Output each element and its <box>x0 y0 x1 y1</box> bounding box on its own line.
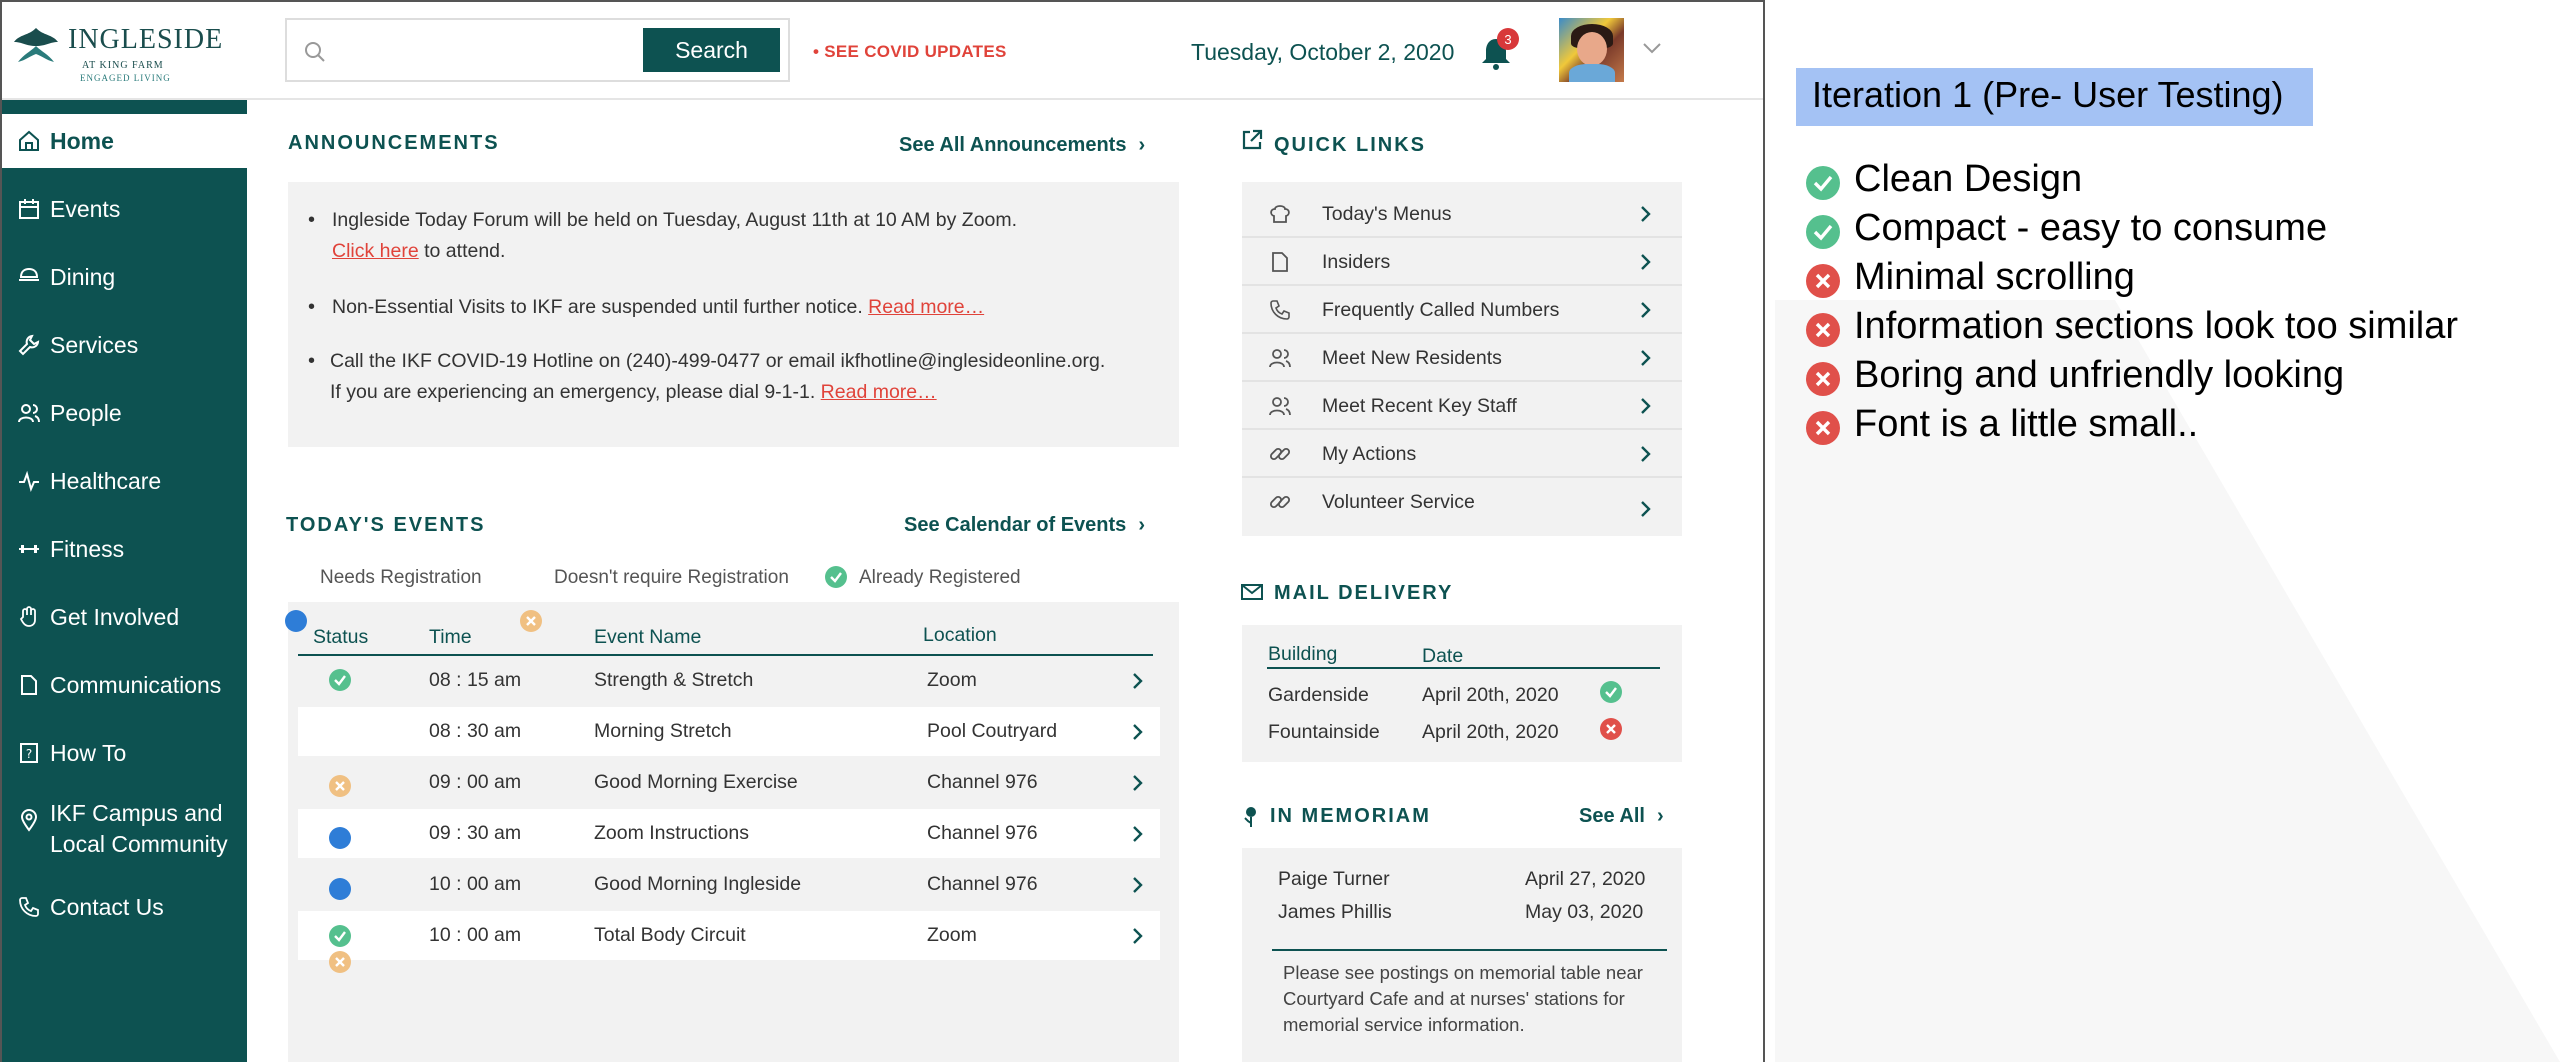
event-time: 08 : 15 am <box>429 669 522 691</box>
document-icon <box>17 673 41 697</box>
quick-link-meet-key-staff[interactable] <box>1242 382 1682 430</box>
iteration-title: Iteration 1 (Pre- User Testing) <box>1796 68 2313 126</box>
search-icon <box>303 40 327 64</box>
sidebar-item-label: Dining <box>50 263 116 290</box>
announcement-text-rest: to attend. <box>418 240 506 262</box>
sidebar-item-label: Contact Us <box>50 893 164 920</box>
quick-link-meet-new-residents[interactable] <box>1242 334 1682 382</box>
logo-tagline: ENGAGED LIVING <box>80 73 171 83</box>
event-location: Channel 976 <box>927 771 1038 793</box>
event-name: Good Morning Ingleside <box>594 873 802 895</box>
quick-link-label: Meet New Residents <box>1322 347 1502 369</box>
sidebar <box>2 100 247 1062</box>
home-icon <box>17 129 41 153</box>
sidebar-item-get-involved[interactable] <box>2 590 247 644</box>
sidebar-item-label-line2: Local Community <box>50 831 228 857</box>
event-time: 10 : 00 am <box>429 873 522 895</box>
event-location: Zoom <box>927 669 977 691</box>
event-location: Pool Coutryard <box>927 720 1058 742</box>
chevron-right-icon[interactable] <box>1132 927 1144 945</box>
link-icon <box>1268 442 1292 466</box>
todays-events-title: TODAY'S EVENTS <box>286 514 486 536</box>
event-time: 09 : 30 am <box>429 822 522 844</box>
table-row[interactable] <box>298 707 1160 756</box>
no-registration-status-icon <box>329 951 351 973</box>
announcement-text: Call the IKF COVID-19 Hotline on (240)-499-0477 or email ikfhotline@inglesideonline.org. <box>330 350 1106 372</box>
no-registration-status-icon <box>329 775 351 797</box>
quick-link-volunteer-service[interactable] <box>1242 478 1682 526</box>
event-name: Strength & Stretch <box>594 669 754 691</box>
review-item <box>1806 403 2546 449</box>
ingleside-logo[interactable] <box>10 16 224 86</box>
sidebar-item-label-line1: IKF Campus and <box>50 800 223 826</box>
location-pin-icon <box>17 808 41 832</box>
link-icon <box>1268 490 1292 514</box>
notification-badge: 3 <box>1497 28 1519 50</box>
mail-header-rule <box>1267 667 1660 669</box>
app-window: INGLESIDE AT KING FARM ENGAGED LIVING Search • SEE COVID UPDATES Tuesday, October 2, 2020 3 Home Events Dining Services People Healthcare Fitness Get Involved Communications ? How To IKF Campus and Local Community Contact Us ANNOUNCEMENTS See All Announcements › • Ingleside Today Forum will be held on Tuesday, August 11th at 10 AM by Zoom. Click here to attend. • Non-Essential Visits to IKF are suspended until further notice. Read more… • Call the IKF COVID-19 Hotline on (240)-499-0477 or email ikfhotline@inglesideonline.org. If you are experiencing an emergency, please dial 9-1-1. Read more… TODAY'S EVENTS See Calendar of Events › Needs Registration Doesn't require Registration Already Registered Status Time Event Name Location 08 : 15 am Strength & Stretch Zoom 08 : 30 am Morning Stretch Pool Coutryard 09 : 00 am Good Morning Exercise Channel 976 09 : 30 am Zoom Instructions Channel 976 10 : 00 am Good Morning Ingleside Channel 976 10 : 00 am Total Body Circuit Zoom QUICK LINKS Today's Menus Insiders Frequently Called Numbers Meet New Residents Meet Recent Key Staff My Actions Volunteer Service MAIL DELIVERY Building Date Gardenside April 20th, 2020 Fountainside April 20th, 2020 IN MEMORIAM See All › Paige Turner April 27, 2020 James Phillis May 03, 2020 Please see postings on memorial table near Courtyard Cafe and at nurses' stations for memorial service information. <box>0 0 1765 1062</box>
table-row[interactable] <box>298 656 1160 705</box>
table-row[interactable] <box>298 911 1160 960</box>
quick-link-label: Frequently Called Numbers <box>1322 299 1560 321</box>
table-row[interactable] <box>298 758 1160 807</box>
people-icon <box>1268 394 1292 418</box>
sidebar-item-dining[interactable] <box>2 250 247 304</box>
review-item <box>1806 158 2546 204</box>
header-divider <box>2 98 1765 100</box>
review-item <box>1806 207 2546 253</box>
col-date: Date <box>1422 645 1464 667</box>
event-location: Channel 976 <box>927 822 1038 844</box>
announcement-text-line2: If you are experiencing an emergency, please dial 9-1-1. <box>330 381 821 403</box>
external-link-icon <box>1240 128 1264 152</box>
needs-registration-status-icon <box>329 827 351 849</box>
avatar[interactable] <box>1559 18 1624 82</box>
chevron-right-icon <box>1640 500 1652 518</box>
legend-already-registered: Already Registered <box>859 567 1021 588</box>
sidebar-item-label: Services <box>50 331 139 358</box>
memoriam-name: Paige Turner <box>1278 868 1390 890</box>
memoriam-name: James Phillis <box>1278 901 1392 923</box>
event-location: Channel 976 <box>927 873 1038 895</box>
sidebar-item-ikf-campus[interactable] <box>2 794 247 864</box>
sidebar-item-label: People <box>50 399 122 426</box>
search-bar <box>285 18 790 82</box>
sidebar-item-how-to[interactable] <box>2 726 247 780</box>
read-more-link[interactable]: Read more… <box>868 296 985 318</box>
chevron-down-icon[interactable] <box>1642 40 1662 56</box>
table-row[interactable] <box>298 809 1160 858</box>
logo-sub: AT KING FARM <box>82 60 164 71</box>
memoriam-date: April 27, 2020 <box>1525 868 1646 890</box>
needs-registration-status-icon <box>329 878 351 900</box>
legend-needs-registration: Needs Registration <box>320 567 482 588</box>
col-event-name: Event Name <box>594 626 702 648</box>
review-item <box>1806 354 2546 400</box>
help-icon <box>17 741 41 765</box>
calendar-icon <box>17 197 41 221</box>
svg-text:?: ? <box>25 747 33 761</box>
sidebar-item-label: Healthcare <box>50 467 162 494</box>
not-delivered-icon <box>1600 718 1622 740</box>
mail-date: April 20th, 2020 <box>1422 721 1559 743</box>
check-circle-icon <box>1806 166 1840 200</box>
click-here-link[interactable]: Click here <box>332 240 419 262</box>
sidebar-item-communications[interactable] <box>2 658 247 712</box>
registered-status-icon <box>329 925 351 947</box>
logo-brand: INGLESIDE <box>68 24 224 55</box>
memoriam-note: Please see postings on memorial table near Courtyard Cafe and at nurses' stations for memorial service information. <box>1283 962 1643 1035</box>
memoriam-date: May 03, 2020 <box>1525 901 1644 923</box>
chevron-right-icon[interactable] <box>1132 825 1144 843</box>
phone-icon <box>17 895 41 919</box>
event-name: Zoom Instructions <box>594 822 749 844</box>
event-time: 08 : 30 am <box>429 720 522 742</box>
mail-building: Gardenside <box>1268 684 1369 706</box>
phone-icon <box>1268 298 1292 322</box>
dumbbell-icon <box>17 537 41 561</box>
announcement-text: Non-Essential Visits to IKF are suspended until further notice. <box>332 296 869 318</box>
memoriam-rule <box>1272 949 1667 951</box>
x-circle-icon <box>1806 411 1840 445</box>
see-calendar-label: See Calendar of Events <box>904 514 1127 536</box>
review-item-text: Minimal scrolling <box>1854 256 2135 298</box>
mail-building: Fountainside <box>1268 721 1380 743</box>
chevron-right-icon: › <box>1138 134 1146 156</box>
col-time: Time <box>429 626 472 648</box>
wrench-icon <box>17 333 41 357</box>
chevron-right-icon[interactable] <box>1132 672 1144 690</box>
sidebar-item-label <box>50 798 228 860</box>
chevron-right-icon <box>1640 301 1652 319</box>
chevron-right-icon <box>1640 205 1652 223</box>
chef-hat-icon <box>1268 202 1292 226</box>
sidebar-item-services[interactable] <box>2 318 247 372</box>
event-time: 09 : 00 am <box>429 771 522 793</box>
dining-icon <box>17 265 41 289</box>
sidebar-item-contact-us[interactable] <box>2 880 247 934</box>
logo-mark-icon <box>10 24 62 68</box>
hand-icon <box>17 605 41 629</box>
x-circle-icon <box>1806 362 1840 396</box>
chevron-right-icon <box>1640 445 1652 463</box>
envelope-icon <box>1240 582 1264 602</box>
flower-icon <box>1242 805 1260 829</box>
check-circle-icon <box>1806 215 1840 249</box>
legend-no-registration: Doesn't require Registration <box>554 567 789 588</box>
chevron-right-icon <box>1640 349 1652 367</box>
search-button[interactable]: Search <box>643 28 780 72</box>
sidebar-item-label: How To <box>50 739 127 766</box>
review-item <box>1806 305 2546 351</box>
x-circle-icon <box>1806 313 1840 347</box>
quick-link-my-actions[interactable] <box>1242 430 1682 478</box>
quick-link-label: My Actions <box>1322 443 1417 465</box>
event-location: Zoom <box>927 924 977 946</box>
announcement-text: Ingleside Today Forum will be held on Tuesday, August 11th at 10 AM by Zoom. <box>332 209 1018 231</box>
quick-link-todays-menus[interactable] <box>1242 190 1682 238</box>
see-all-memoriam-label: See All <box>1579 805 1645 827</box>
read-more-link[interactable]: Read more… <box>820 381 937 403</box>
chevron-right-icon <box>1640 397 1652 415</box>
current-date: Tuesday, October 2, 2020 <box>1191 39 1455 65</box>
document-icon <box>1268 250 1292 274</box>
quick-link-label: Insiders <box>1322 251 1391 273</box>
review-item-text: Information sections look too similar <box>1854 305 2459 347</box>
sidebar-item-label: Home <box>50 127 114 154</box>
needs-registration-icon <box>285 610 307 632</box>
people-icon <box>17 401 41 425</box>
delivered-icon <box>1600 681 1622 703</box>
event-name: Good Morning Exercise <box>594 771 798 793</box>
quick-links-title: QUICK LINKS <box>1274 134 1426 156</box>
quick-link-frequently-called[interactable] <box>1242 286 1682 334</box>
sidebar-item-events[interactable] <box>2 182 247 236</box>
pulse-icon <box>17 469 41 493</box>
chevron-right-icon[interactable] <box>1132 876 1144 894</box>
sidebar-item-fitness[interactable] <box>2 522 247 576</box>
review-item-text: Font is a little small.. <box>1854 403 2199 445</box>
chevron-right-icon <box>1640 253 1652 271</box>
col-building: Building <box>1268 643 1338 665</box>
see-calendar-link[interactable] <box>904 514 1145 537</box>
quick-link-label: Volunteer Service <box>1322 491 1475 513</box>
check-circle-icon <box>825 566 847 588</box>
sidebar-item-label: Events <box>50 195 121 222</box>
quick-link-insiders[interactable] <box>1242 238 1682 286</box>
event-name: Morning Stretch <box>594 720 732 742</box>
chevron-right-icon: › <box>1138 514 1145 536</box>
announcements-title: ANNOUNCEMENTS <box>288 132 500 154</box>
see-all-memoriam-link[interactable] <box>1579 805 1664 828</box>
sidebar-item-home[interactable] <box>2 114 247 168</box>
event-time: 10 : 00 am <box>429 924 522 946</box>
people-icon <box>1268 346 1292 370</box>
review-item-text: Compact - easy to consume <box>1854 207 2328 249</box>
review-item-text: Clean Design <box>1854 158 2083 200</box>
quick-link-label: Meet Recent Key Staff <box>1322 395 1517 417</box>
event-name: Total Body Circuit <box>594 924 746 946</box>
in-memoriam-title: IN MEMORIAM <box>1270 805 1431 827</box>
chevron-right-icon: › <box>1656 805 1664 827</box>
sidebar-item-label: Fitness <box>50 535 125 562</box>
table-row[interactable] <box>298 860 1160 909</box>
chevron-right-icon[interactable] <box>1132 723 1144 741</box>
x-circle-icon <box>1806 264 1840 298</box>
no-registration-icon <box>520 610 542 632</box>
mail-date: April 20th, 2020 <box>1422 684 1559 706</box>
sidebar-item-people[interactable] <box>2 386 247 440</box>
registered-status-icon <box>329 669 351 691</box>
see-all-announcements-link[interactable] <box>899 134 1145 157</box>
covid-updates-link[interactable]: • SEE COVID UPDATES <box>813 42 1007 61</box>
see-all-announcements-label: See All Announcements <box>899 134 1127 156</box>
col-location: Location <box>923 624 997 646</box>
sidebar-item-label: Communications <box>50 671 222 698</box>
review-item-text: Boring and unfriendly looking <box>1854 354 2345 396</box>
chevron-right-icon[interactable] <box>1132 774 1144 792</box>
mail-delivery-title: MAIL DELIVERY <box>1274 582 1454 604</box>
review-item <box>1806 256 2546 302</box>
search-input[interactable] <box>343 30 613 70</box>
sidebar-item-healthcare[interactable] <box>2 454 247 508</box>
sidebar-item-label: Get Involved <box>50 603 180 630</box>
quick-link-label: Today's Menus <box>1322 203 1452 225</box>
col-status: Status <box>313 626 369 648</box>
